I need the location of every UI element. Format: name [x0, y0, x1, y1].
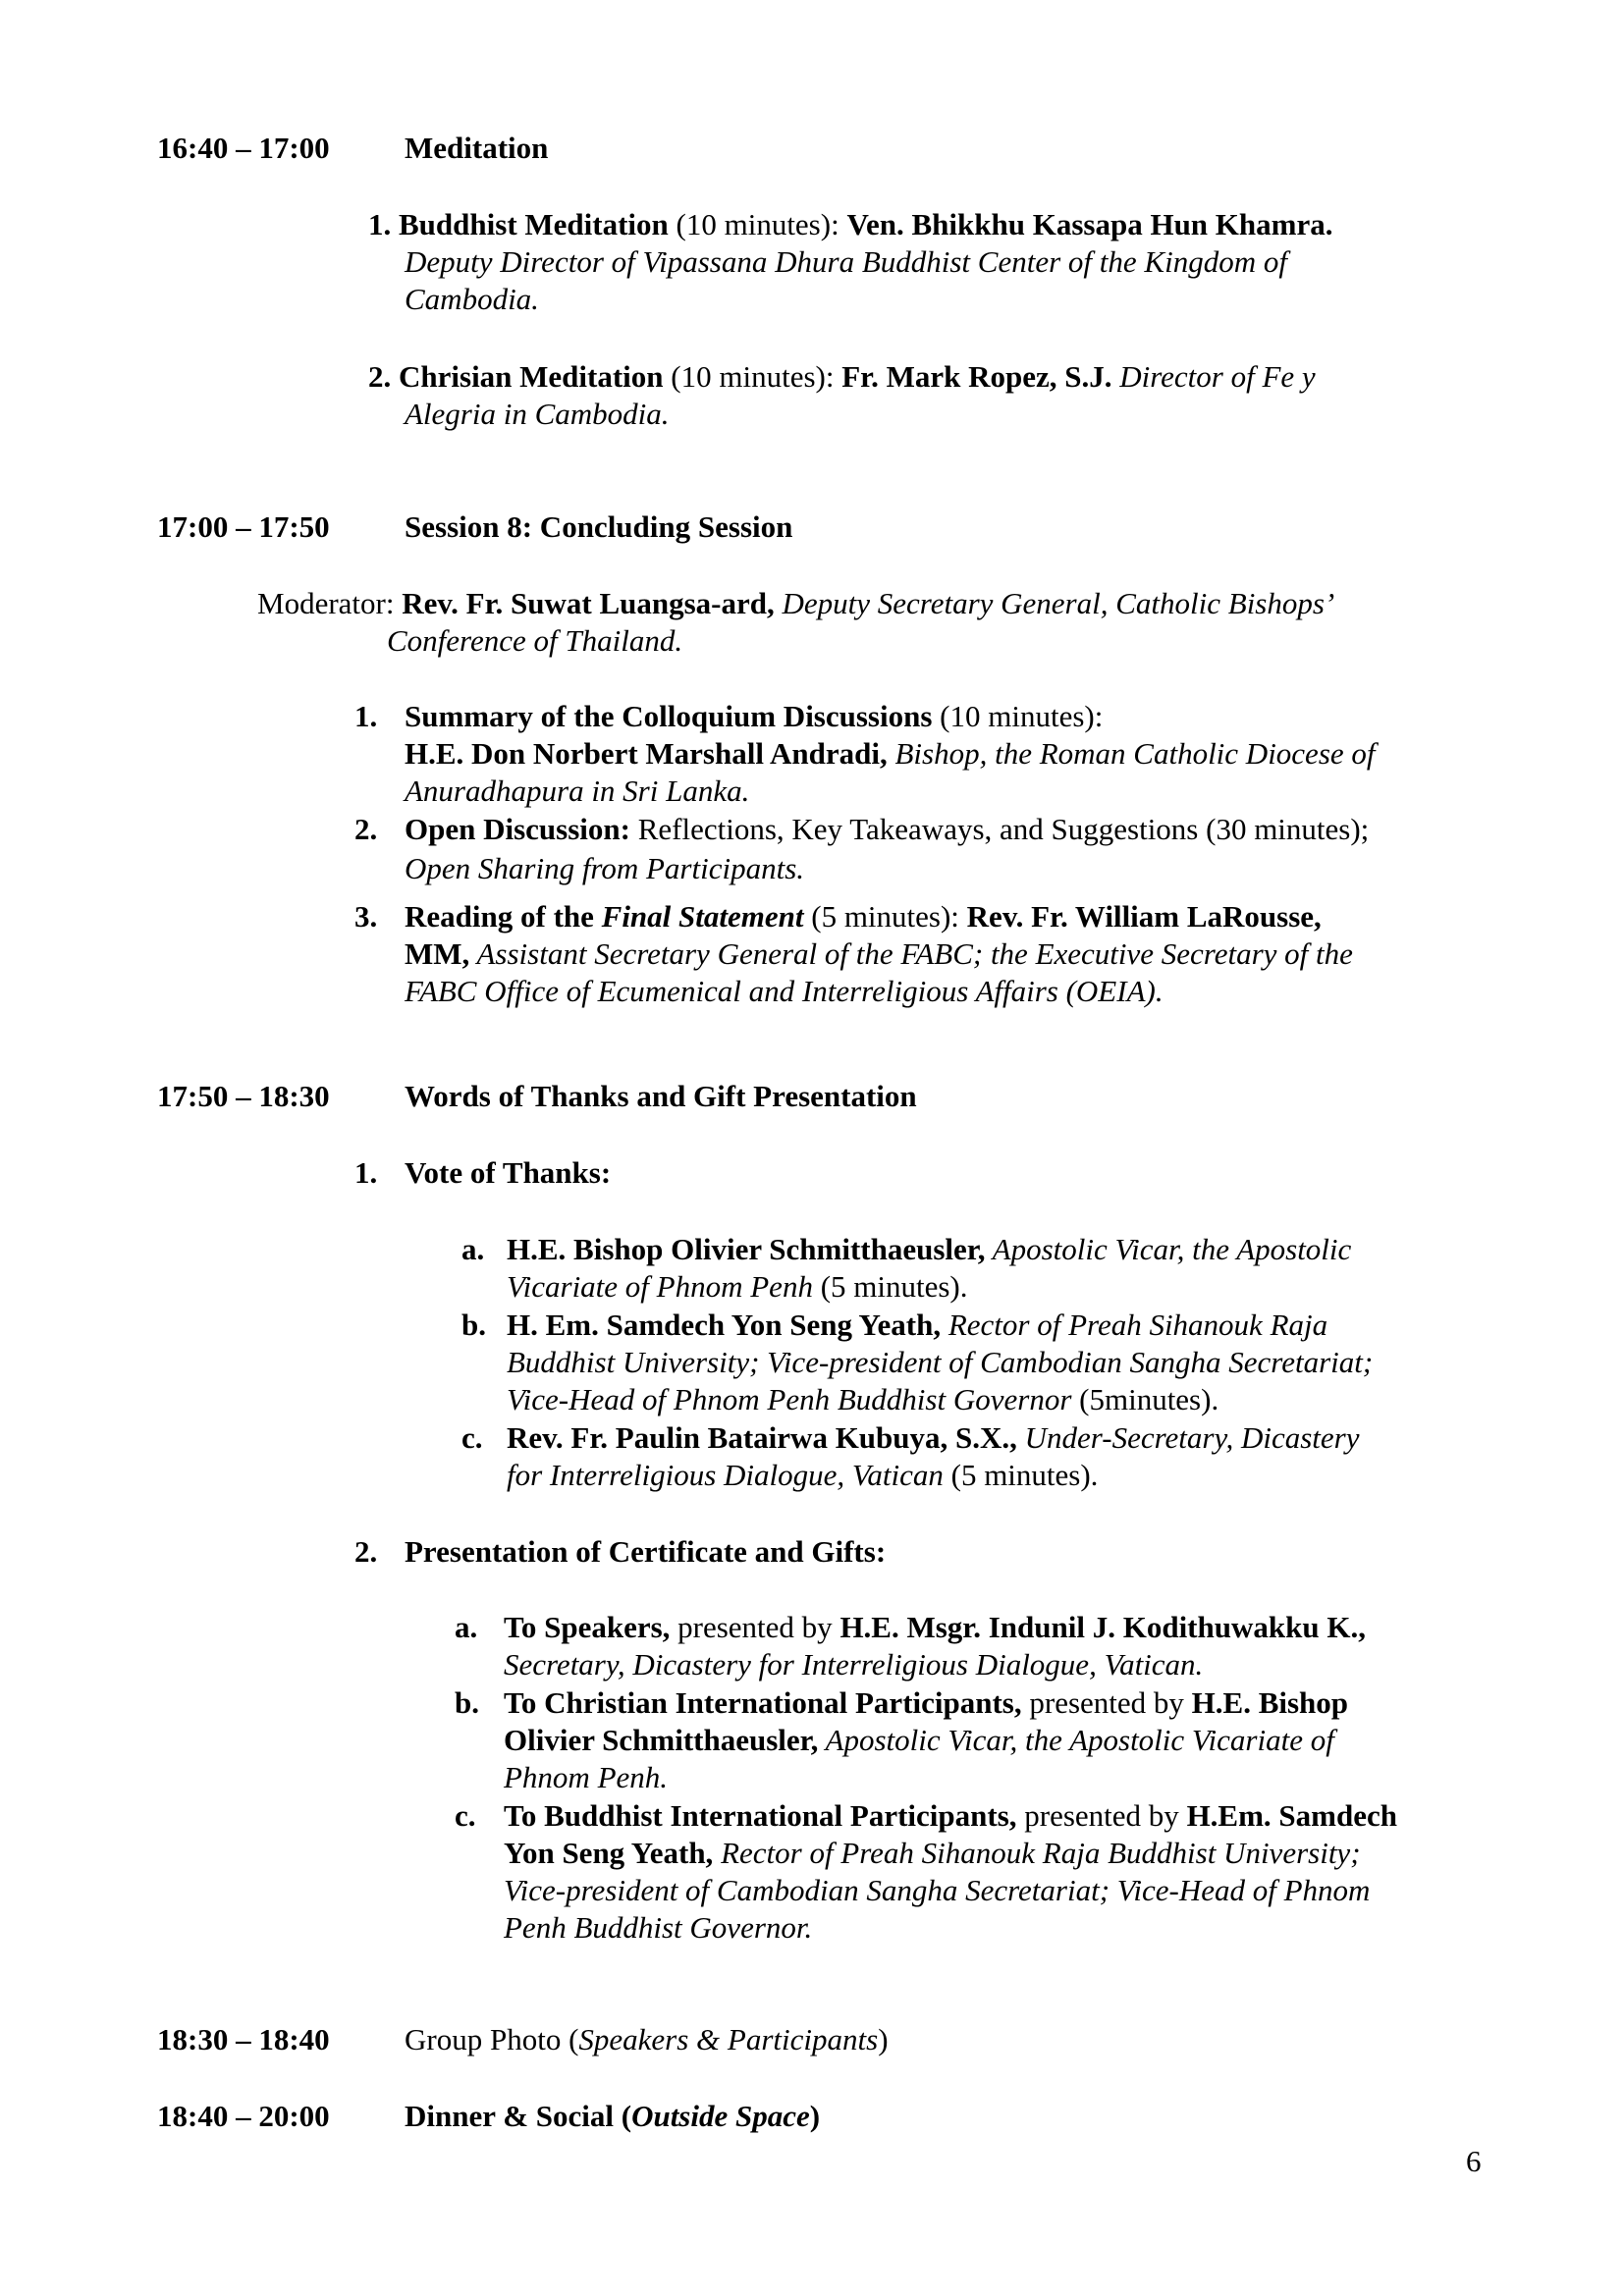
list-letter: b.	[455, 1685, 479, 1720]
item-description: Buddhist University; Vice-president of Cambodian Sangha Secretariat;	[507, 1345, 1374, 1379]
item-description: Vice-Head of Phnom Penh Buddhist Governor (5minutes).	[507, 1382, 1219, 1416]
subsection-presentation: Presentation of Certificate and Gifts:	[405, 1534, 887, 1569]
item-description: Open Sharing from Participants.	[405, 851, 805, 885]
item-description: Vicariate of Phnom Penh (5 minutes).	[507, 1269, 968, 1304]
section-title-meditation: Meditation	[405, 131, 549, 165]
list-letter: a.	[461, 1232, 485, 1266]
time-slot-3: 17:50 – 18:30	[157, 1079, 330, 1113]
item-description: Cambodia.	[405, 282, 539, 316]
list-letter: c.	[455, 1798, 476, 1833]
item-description: Vice-president of Cambodian Sangha Secretariat; Vice-Head of Phnom	[504, 1873, 1371, 1907]
item-speaker: Yon Seng Yeath, Rector of Preah Sihanouk Raja Buddhist University;	[504, 1836, 1361, 1870]
list-item: 3.	[354, 899, 378, 934]
item-description: Secretary, Dicastery for Interreligious Dialogue, Vatican.	[504, 1647, 1204, 1682]
list-item-text: Rev. Fr. Paulin Batairwa Kubuya, S.X., Under-Secretary, Dicastery	[507, 1420, 1360, 1455]
moderator-description: Conference of Thailand.	[387, 623, 683, 658]
list-item: 1.	[354, 1155, 378, 1190]
section-title-concluding: Session 8: Concluding Session	[405, 509, 793, 544]
list-item-text: Summary of the Colloquium Discussions (10 minutes):	[405, 699, 1104, 733]
list-item: 1. Buddhist Meditation (10 minutes): Ven. Bhikkhu Kassapa Hun Khamra.	[368, 207, 1333, 241]
list-item: 1.	[354, 699, 378, 733]
list-item-text: To Christian International Participants, presented by H.E. Bishop	[504, 1685, 1349, 1720]
item-speaker: Olivier Schmitthaeusler, Apostolic Vicar, the Apostolic Vicariate of	[504, 1723, 1334, 1757]
list-item-text: To Speakers, presented by H.E. Msgr. Indunil J. Kodithuwakku K.,	[504, 1610, 1366, 1644]
page-number: 6	[1466, 2144, 1482, 2178]
item-description: Penh Buddhist Governor.	[504, 1910, 813, 1945]
item-description: Alegria in Cambodia.	[405, 397, 670, 431]
list-letter: a.	[455, 1610, 478, 1644]
item-description: Phnom Penh.	[504, 1760, 669, 1794]
list-item-text: H.E. Bishop Olivier Schmitthaeusler, Apostolic Vicar, the Apostolic	[507, 1232, 1352, 1266]
item-description: FABC Office of Ecumenical and Interreligious Affairs (OEIA).	[405, 974, 1164, 1008]
item-description: Deputy Director of Vipassana Dhura Buddhist Center of the Kingdom of	[405, 244, 1287, 279]
list-item-text: H. Em. Samdech Yon Seng Yeath, Rector of Preah Sihanouk Raja	[507, 1308, 1328, 1342]
list-letter: c.	[461, 1420, 483, 1455]
section-title-group-photo: Group Photo (Speakers & Participants)	[405, 2022, 889, 2056]
time-slot-2: 17:00 – 17:50	[157, 509, 330, 544]
list-item: 2.	[354, 1534, 378, 1569]
time-slot-5: 18:40 – 20:00	[157, 2099, 330, 2133]
time-slot-1: 16:40 – 17:00	[157, 131, 330, 165]
list-item-text: Reading of the Final Statement (5 minutes): Rev. Fr. William LaRousse,	[405, 899, 1322, 934]
item-speaker: H.E. Don Norbert Marshall Andradi, Bishop, the Roman Catholic Diocese of	[405, 736, 1376, 771]
list-item-text: Open Discussion: Reflections, Key Takeaways, and Suggestions (30 minutes);	[405, 812, 1370, 846]
section-title-thanks: Words of Thanks and Gift Presentation	[405, 1079, 917, 1113]
time-slot-4: 18:30 – 18:40	[157, 2022, 330, 2056]
list-item: 2.	[354, 812, 378, 846]
subsection-vote-of-thanks: Vote of Thanks:	[405, 1155, 612, 1190]
list-item: 2. Chrisian Meditation (10 minutes): Fr. Mark Ropez, S.J. Director of Fe y	[368, 359, 1316, 394]
item-description: for Interreligious Dialogue, Vatican (5 minutes).	[507, 1458, 1099, 1492]
list-item-text: To Buddhist International Participants, presented by H.Em. Samdech	[504, 1798, 1397, 1833]
item-speaker: MM, Assistant Secretary General of the FABC; the Executive Secretary of the	[405, 936, 1353, 971]
moderator-line: Moderator: Rev. Fr. Suwat Luangsa-ard, Deputy Secretary General, Catholic Bishops’	[257, 586, 1335, 620]
item-description: Anuradhapura in Sri Lanka.	[405, 774, 750, 808]
list-letter: b.	[461, 1308, 486, 1342]
section-title-dinner: Dinner & Social (Outside Space)	[405, 2099, 821, 2133]
